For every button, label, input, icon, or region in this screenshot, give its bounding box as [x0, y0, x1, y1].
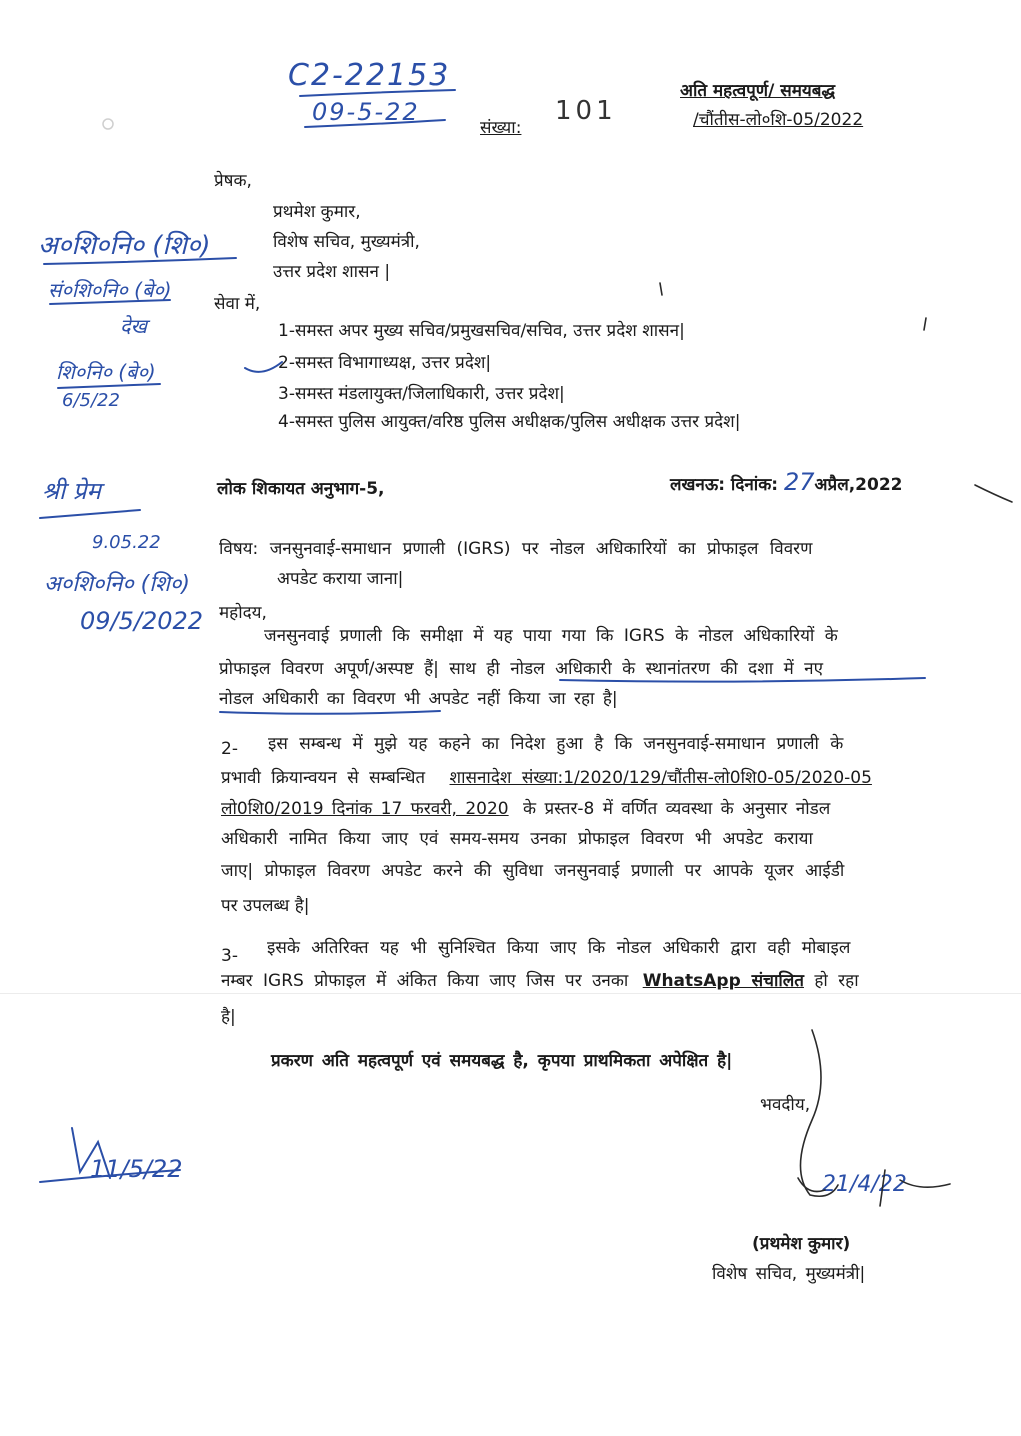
letter-reference: /चौंतीस-लो०शि-05/2022	[693, 110, 864, 130]
recipient-item: 1-समस्त अपर मुख्य सचिव/प्रमुखसचिव/सचिव, उत्तर प्रदेश शासन|	[278, 321, 685, 341]
handwritten-note: अ०शि०नि० (शि०)	[38, 231, 211, 261]
signatory-name: (प्रथमेश कुमार)	[752, 1234, 851, 1254]
para1-line: नोडल अधिकारी का विवरण भी अपडेट नहीं किया जा रहा है|	[219, 689, 618, 709]
para3-text: हो रहा	[814, 971, 859, 991]
go-reference: शासनादेश संख्या:1/2020/129/चौंतीस-लो0शि0-05/2020-05	[449, 768, 872, 788]
handwritten-note: सं०शि०नि० (बे०)	[48, 278, 172, 302]
paper-fold-line	[0, 993, 1021, 994]
handwritten-note: 9.05.22	[92, 532, 161, 553]
para2-line: इस सम्बन्ध में मुझे यह कहने का निदेश हुआ है कि जनसुनवाई-समाधान प्रणाली के	[268, 734, 844, 754]
pen-underline	[220, 711, 440, 714]
para3-line: है|	[221, 1007, 236, 1027]
go-reference-date: लो0शि0/2019 दिनांक 17 फरवरी, 2020	[221, 799, 509, 819]
handwritten-receipt-number: C2-22153	[288, 58, 451, 93]
date-suffix: अप्रैल,2022	[814, 475, 903, 495]
subject-line-1	[219, 538, 812, 560]
regards: भवदीय,	[760, 1095, 811, 1115]
sender-name: प्रथमेश कुमार,	[273, 202, 361, 222]
salutation: महोदय,	[219, 603, 267, 623]
pen-tick	[245, 362, 282, 372]
closing-line: प्रकरण अति महत्वपूर्ण एवं समयबद्ध है, कृपया प्राथमिकता अपेक्षित है|	[271, 1051, 733, 1071]
para3-line: इसके अतिरिक्त यह भी सुनिश्चित किया जाए कि नोडल अधिकारी द्वारा वही मोबाइल	[267, 938, 851, 958]
para2-text: के प्रस्तर-8 में वर्णित व्यवस्था के अनुसार नोडल	[523, 799, 831, 819]
recipient-item: 4-समस्त पुलिस आयुक्त/वरिष्ठ पुलिस अधीक्षक/पुलिस अधीक्षक उत्तर प्रदेश|	[278, 412, 741, 432]
date-day: 27	[783, 468, 815, 496]
sender-office: उत्तर प्रदेश शासन |	[273, 262, 391, 282]
letter-number: 101	[555, 96, 617, 126]
para3-text: नम्बर IGRS प्रोफाइल में अंकित किया जाए जिस पर उनका	[221, 971, 629, 991]
subject-line-2: अपडेट कराया जाना|	[277, 569, 404, 589]
handwritten-note: 09/5/2022	[80, 607, 204, 635]
recipient-item: 3-समस्त मंडलायुक्त/जिलाधिकारी, उत्तर प्रदेश|	[278, 384, 565, 404]
para2-line: अधिकारी नामित किया जाए एवं समय-समय उनका प्रोफाइल विवरण भी अपडेट कराया	[221, 829, 813, 849]
para3-number: 3-	[221, 946, 238, 966]
department-label: लोक शिकायत अनुभाग-5,	[217, 479, 385, 499]
handwritten-note: देख	[120, 314, 147, 338]
subject-text: जनसुनवाई-समाधान प्रणाली (IGRS) पर नोडल अधिकारियों का प्रोफाइल विवरण	[269, 539, 813, 559]
date-line	[670, 468, 903, 496]
para2-line: जाए| प्रोफाइल विवरण अपडेट करने की सुविधा जनसुनवाई प्रणाली पर आपके यूजर आईडी	[221, 861, 845, 881]
whatsapp-text: WhatsApp संचालित	[642, 971, 804, 991]
para2-line	[221, 798, 830, 820]
handwritten-receipt-date: 09-5-22	[312, 98, 420, 126]
para2-text: प्रभावी क्रियान्वयन से सम्बन्धित	[221, 768, 426, 788]
date-prefix: लखनऊ: दिनांक:	[670, 475, 779, 495]
priority-label: अति महत्वपूर्ण/ समयबद्ध	[680, 81, 836, 101]
number-label: संख्या:	[480, 118, 522, 138]
signature-date: 21/4/22	[822, 1172, 907, 1197]
subject-label: विषय:	[219, 539, 259, 559]
para1-line: जनसुनवाई प्रणाली कि समीक्षा में यह पाया गया कि IGRS के नोडल अधिकारियों के	[264, 626, 838, 646]
sender-label: प्रेषक,	[214, 171, 252, 191]
para2-line	[221, 767, 872, 789]
para2-line: पर उपलब्ध है|	[221, 896, 310, 916]
para3-line	[221, 970, 859, 992]
handwritten-note: 11/5/22	[90, 1155, 183, 1183]
para1-line: प्रोफाइल विवरण अपूर्ण/अस्पष्ट हैं| साथ ही नोडल अधिकारी के स्थानांतरण की दशा में नए	[219, 659, 823, 679]
handwritten-note: अ०शि०नि० (शि०)	[44, 572, 190, 597]
sender-designation: विशेष सचिव, मुख्यमंत्री,	[273, 232, 420, 252]
handwritten-note: 6/5/22	[62, 390, 120, 411]
signatory-designation: विशेष सचिव, मुख्यमंत्री|	[712, 1264, 866, 1284]
recipient-item: 2-समस्त विभागाध्यक्ष, उत्तर प्रदेश|	[278, 353, 492, 373]
para2-number: 2-	[221, 739, 238, 759]
recipients-label: सेवा में,	[214, 294, 261, 314]
handwritten-note: शि०नि० (बे०)	[56, 360, 156, 384]
handwritten-note: श्री प्रेम	[42, 477, 101, 505]
